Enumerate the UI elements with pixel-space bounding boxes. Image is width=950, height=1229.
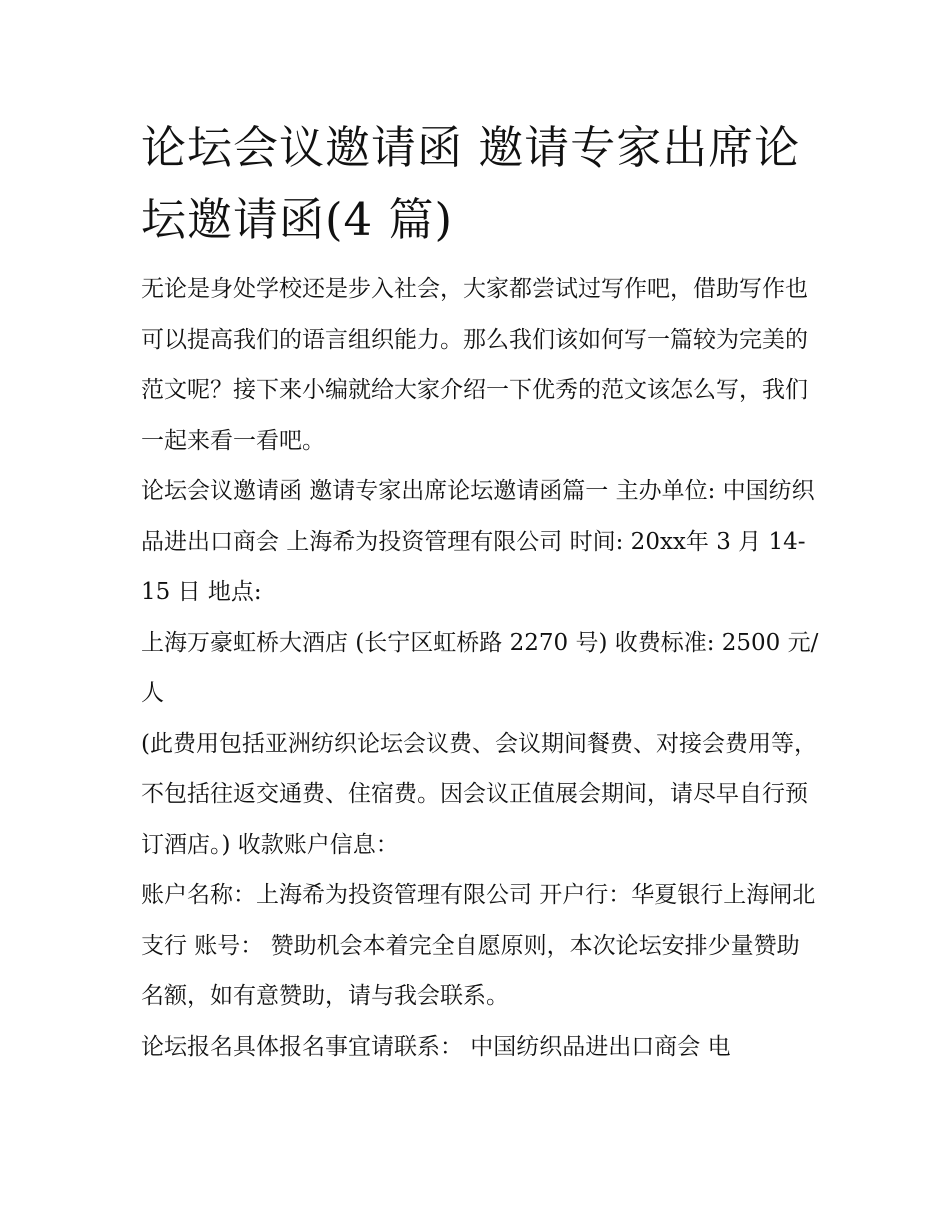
- document-title: 论坛会议邀请函 邀请专家出席论坛邀请函(4 篇): [141, 121, 801, 246]
- paragraph-account: 账户名称：上海希为投资管理有限公司 开户行：华夏银行上海闸北支行 账号： 赞助机会本着完全自愿原则，本次论坛安排少量赞助名额，如有意赞助，请与我会联系。: [141, 882, 816, 1009]
- paragraph-venue-fee: 上海万豪虹桥大酒店 (长宁区虹桥路 2270 号) 收费标准: 2500 元/人: [141, 629, 819, 706]
- paragraph-organizer: 论坛会议邀请函 邀请专家出席论坛邀请函篇一 主办单位: 中国纺织品进出口商会 上海希为投资管理有限公司 时间: 20xx年 3 月 14-15 日 地点:: [141, 478, 815, 605]
- paragraph-registration: 论坛报名具体报名事宜请联系： 中国纺织品进出口商会 电: [141, 1033, 731, 1060]
- paragraph-fee-note: (此费用包括亚洲纺织论坛会议费、会议期间餐费、对接会费用等，不包括往返交通费、住宿费。因会议正值展会期间，请尽早自行预订酒店。) 收款账户信息：: [141, 730, 817, 858]
- document-page: [141, 112, 821, 1072]
- paragraph-intro: 无论是身处学校还是步入社会，大家都尝试过写作吧，借助写作也可以提高我们的语言组织能力。那么我们该如何写一篇较为完美的范文呢？接下来小编就给大家介绍一下优秀的范文该怎么写，我们一起来看一看吧。: [141, 276, 808, 454]
